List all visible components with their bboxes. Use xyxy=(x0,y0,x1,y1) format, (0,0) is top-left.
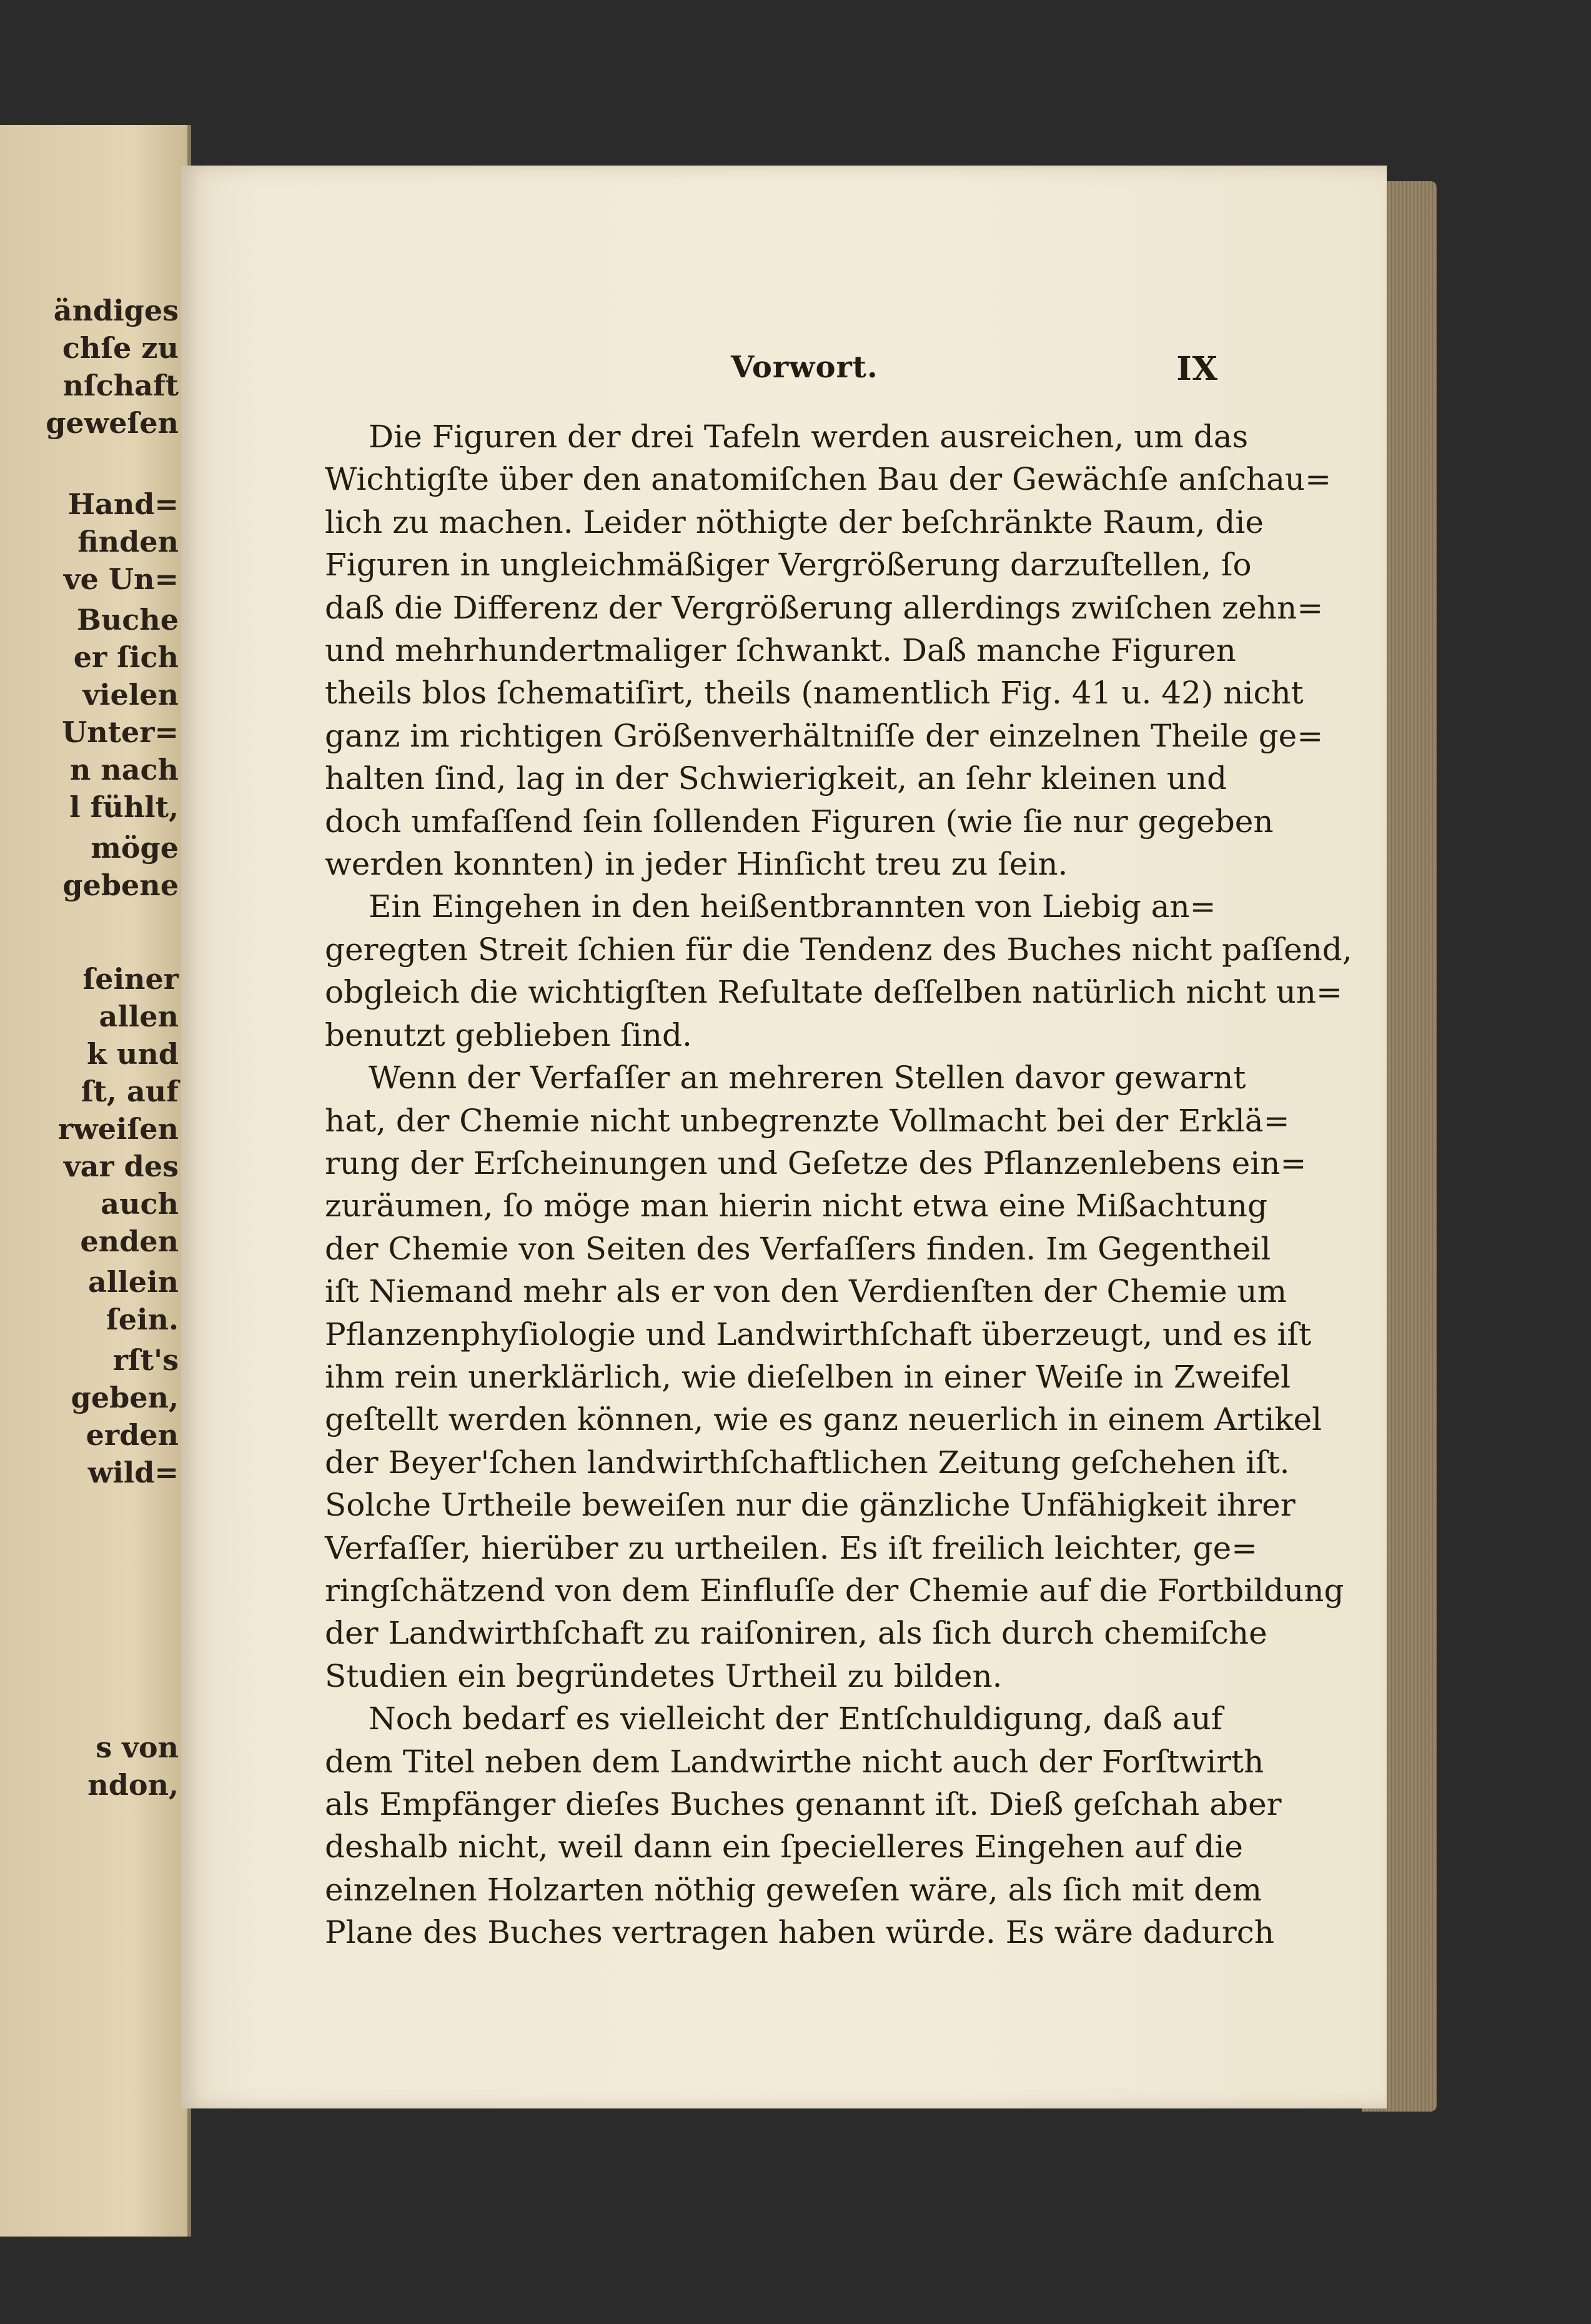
text-line: Studien ein begründetes Urtheil zu bilden. xyxy=(325,1657,1003,1694)
text-line: und mehrhundertmaliger ſchwankt. Daß manche Figuren xyxy=(325,632,1236,669)
left-page-fragment: er ſich xyxy=(73,640,179,674)
left-page-edge xyxy=(0,125,191,2237)
text-line: der Chemie von Seiten des Verfaſſers finden. Im Gegentheil xyxy=(325,1230,1271,1267)
left-page-fragment: gebene xyxy=(62,868,179,902)
left-page-fragment: ſeiner xyxy=(82,962,179,996)
text-line: als Empfänger dieſes Buches genannt iſt. Dieß geſchah aber xyxy=(325,1786,1282,1822)
text-line: dem Titel neben dem Landwirthe nicht auch der Forſtwirth xyxy=(325,1743,1264,1780)
left-page-fragment: ändiges xyxy=(53,294,179,327)
text-line: zuräumen, ſo möge man hierin nicht etwa eine Mißachtung xyxy=(325,1188,1267,1224)
text-line: daß die Differenz der Vergrößerung allerdings zwiſchen zehn= xyxy=(325,589,1324,626)
text-line: theils blos ſchematiſirt, theils (namentlich Fig. 41 u. 42) nicht xyxy=(325,675,1304,712)
left-page-fragment: vielen xyxy=(82,678,179,712)
left-page-fragment: n nach xyxy=(69,753,179,787)
left-page-fragment: Hand= xyxy=(67,487,179,521)
left-page-fragment: enden xyxy=(80,1224,179,1258)
text-line: ganz im richtigen Größenverhältniſſe der einzelnen Theile ge= xyxy=(325,717,1324,754)
text-line: werden konnten) in jeder Hinſicht treu zu ſein. xyxy=(325,846,1068,883)
left-page-fragment: rſt's xyxy=(112,1343,179,1377)
left-page-fragment: allein xyxy=(88,1265,179,1299)
text-line: Solche Urtheile beweiſen nur die gänzliche Unfähigkeit ihrer xyxy=(325,1487,1296,1524)
left-page-fragment: allen xyxy=(99,1000,179,1033)
left-page-fragment: Unter= xyxy=(62,715,179,749)
left-page-fragment: geweſen xyxy=(46,406,179,440)
left-page-fragment: Buche xyxy=(76,603,179,637)
text-line: iſt Niemand mehr als er von den Verdienſten der Chemie um xyxy=(325,1273,1287,1310)
text-line: ihm rein unerklärlich, wie dieſelben in einer Weiſe in Zweifel xyxy=(325,1358,1291,1395)
text-line: einzelnen Holzarten nöthig geweſen wäre, als ſich mit dem xyxy=(325,1871,1262,1908)
text-line: hat, der Chemie nicht unbegrenzte Vollmacht bei der Erklä= xyxy=(325,1102,1290,1139)
left-page-fragment: l fühlt, xyxy=(69,790,179,824)
text-line: der Beyer'ſchen landwirthſchaftlichen Zeitung geſchehen iſt. xyxy=(325,1444,1290,1481)
text-line: Wichtigſte über den anatomiſchen Bau der Gewächſe anſchau= xyxy=(325,461,1331,498)
text-line: obgleich die wichtigſten Reſultate deſſelben natürlich nicht un= xyxy=(325,974,1342,1011)
text-line: Plane des Buches vertragen haben würde. Es wäre dadurch xyxy=(325,1914,1274,1951)
left-page-fragment: rweiſen xyxy=(57,1112,179,1146)
text-line: Wenn der Verfaſſer an mehreren Stellen davor gewarnt xyxy=(369,1060,1246,1096)
left-page-fragment: wild= xyxy=(87,1456,179,1489)
left-page-fragment: s von xyxy=(96,1731,179,1764)
text-line: Verfaſſer, hierüber zu urtheilen. Es iſt freilich leichter, ge= xyxy=(325,1529,1258,1566)
text-line: halten ſind, lag in der Schwierigkeit, an ſehr kleinen und xyxy=(325,760,1227,797)
left-page-fragment: nſchaft xyxy=(62,369,179,402)
text-line: doch umfaſſend ſein ſollenden Figuren (wie ſie nur gegeben xyxy=(325,803,1274,840)
text-line: rung der Erſcheinungen und Geſetze des Pflanzenlebens ein= xyxy=(325,1145,1307,1181)
text-line: Die Figuren der drei Tafeln werden ausreichen, um das xyxy=(369,419,1249,455)
text-line: ringſchätzend von dem Einfluſſe der Chemie auf die Fortbildung xyxy=(325,1572,1344,1609)
left-page-fragment: auch xyxy=(101,1187,179,1221)
text-line: Figuren in ungleichmäßiger Vergrößerung darzuſtellen, ſo xyxy=(325,547,1252,583)
text-line: geregten Streit ſchien für die Tendenz des Buches nicht paſſend, xyxy=(325,931,1352,968)
left-page-fragment: möge xyxy=(91,831,179,865)
left-page-fragment: ſein. xyxy=(106,1303,179,1336)
text-line: lich zu machen. Leider nöthigte der beſchränkte Raum, die xyxy=(325,504,1264,540)
running-title: Vorwort. xyxy=(731,350,878,385)
text-line: Pflanzenphyſiologie und Landwirthſchaft überzeugt, und es iſt xyxy=(325,1316,1312,1353)
text-line: geſtellt werden können, wie es ganz neuerlich in einem Artikel xyxy=(325,1401,1322,1438)
left-page-fragment: erden xyxy=(86,1418,179,1452)
left-page-fragment: chſe zu xyxy=(62,331,179,365)
body-text xyxy=(325,415,1352,1954)
left-page-fragment: ſt, auf xyxy=(81,1075,179,1108)
text-line: benutzt geblieben ſind. xyxy=(325,1016,692,1053)
left-page-fragment: geben, xyxy=(71,1381,179,1414)
left-page-fragment: k und xyxy=(87,1037,179,1071)
text-line: der Landwirthſchaft zu raiſoniren, als ſich durch chemiſche xyxy=(325,1615,1267,1652)
page-number: IX xyxy=(1176,350,1218,388)
text-line: Ein Eingehen in den heißentbrannten von Liebig an= xyxy=(369,888,1216,925)
left-page-fragment: ndon, xyxy=(87,1768,179,1802)
text-line: Noch bedarf es vielleicht der Entſchuldigung, daß auf xyxy=(369,1701,1223,1737)
left-page-fragment: finden xyxy=(77,525,179,559)
left-page-fragment: ve Un= xyxy=(63,562,179,596)
left-page-fragment: var des xyxy=(63,1150,179,1183)
text-line: deshalb nicht, weil dann ein ſpecielleres Eingehen auf die xyxy=(325,1829,1243,1865)
